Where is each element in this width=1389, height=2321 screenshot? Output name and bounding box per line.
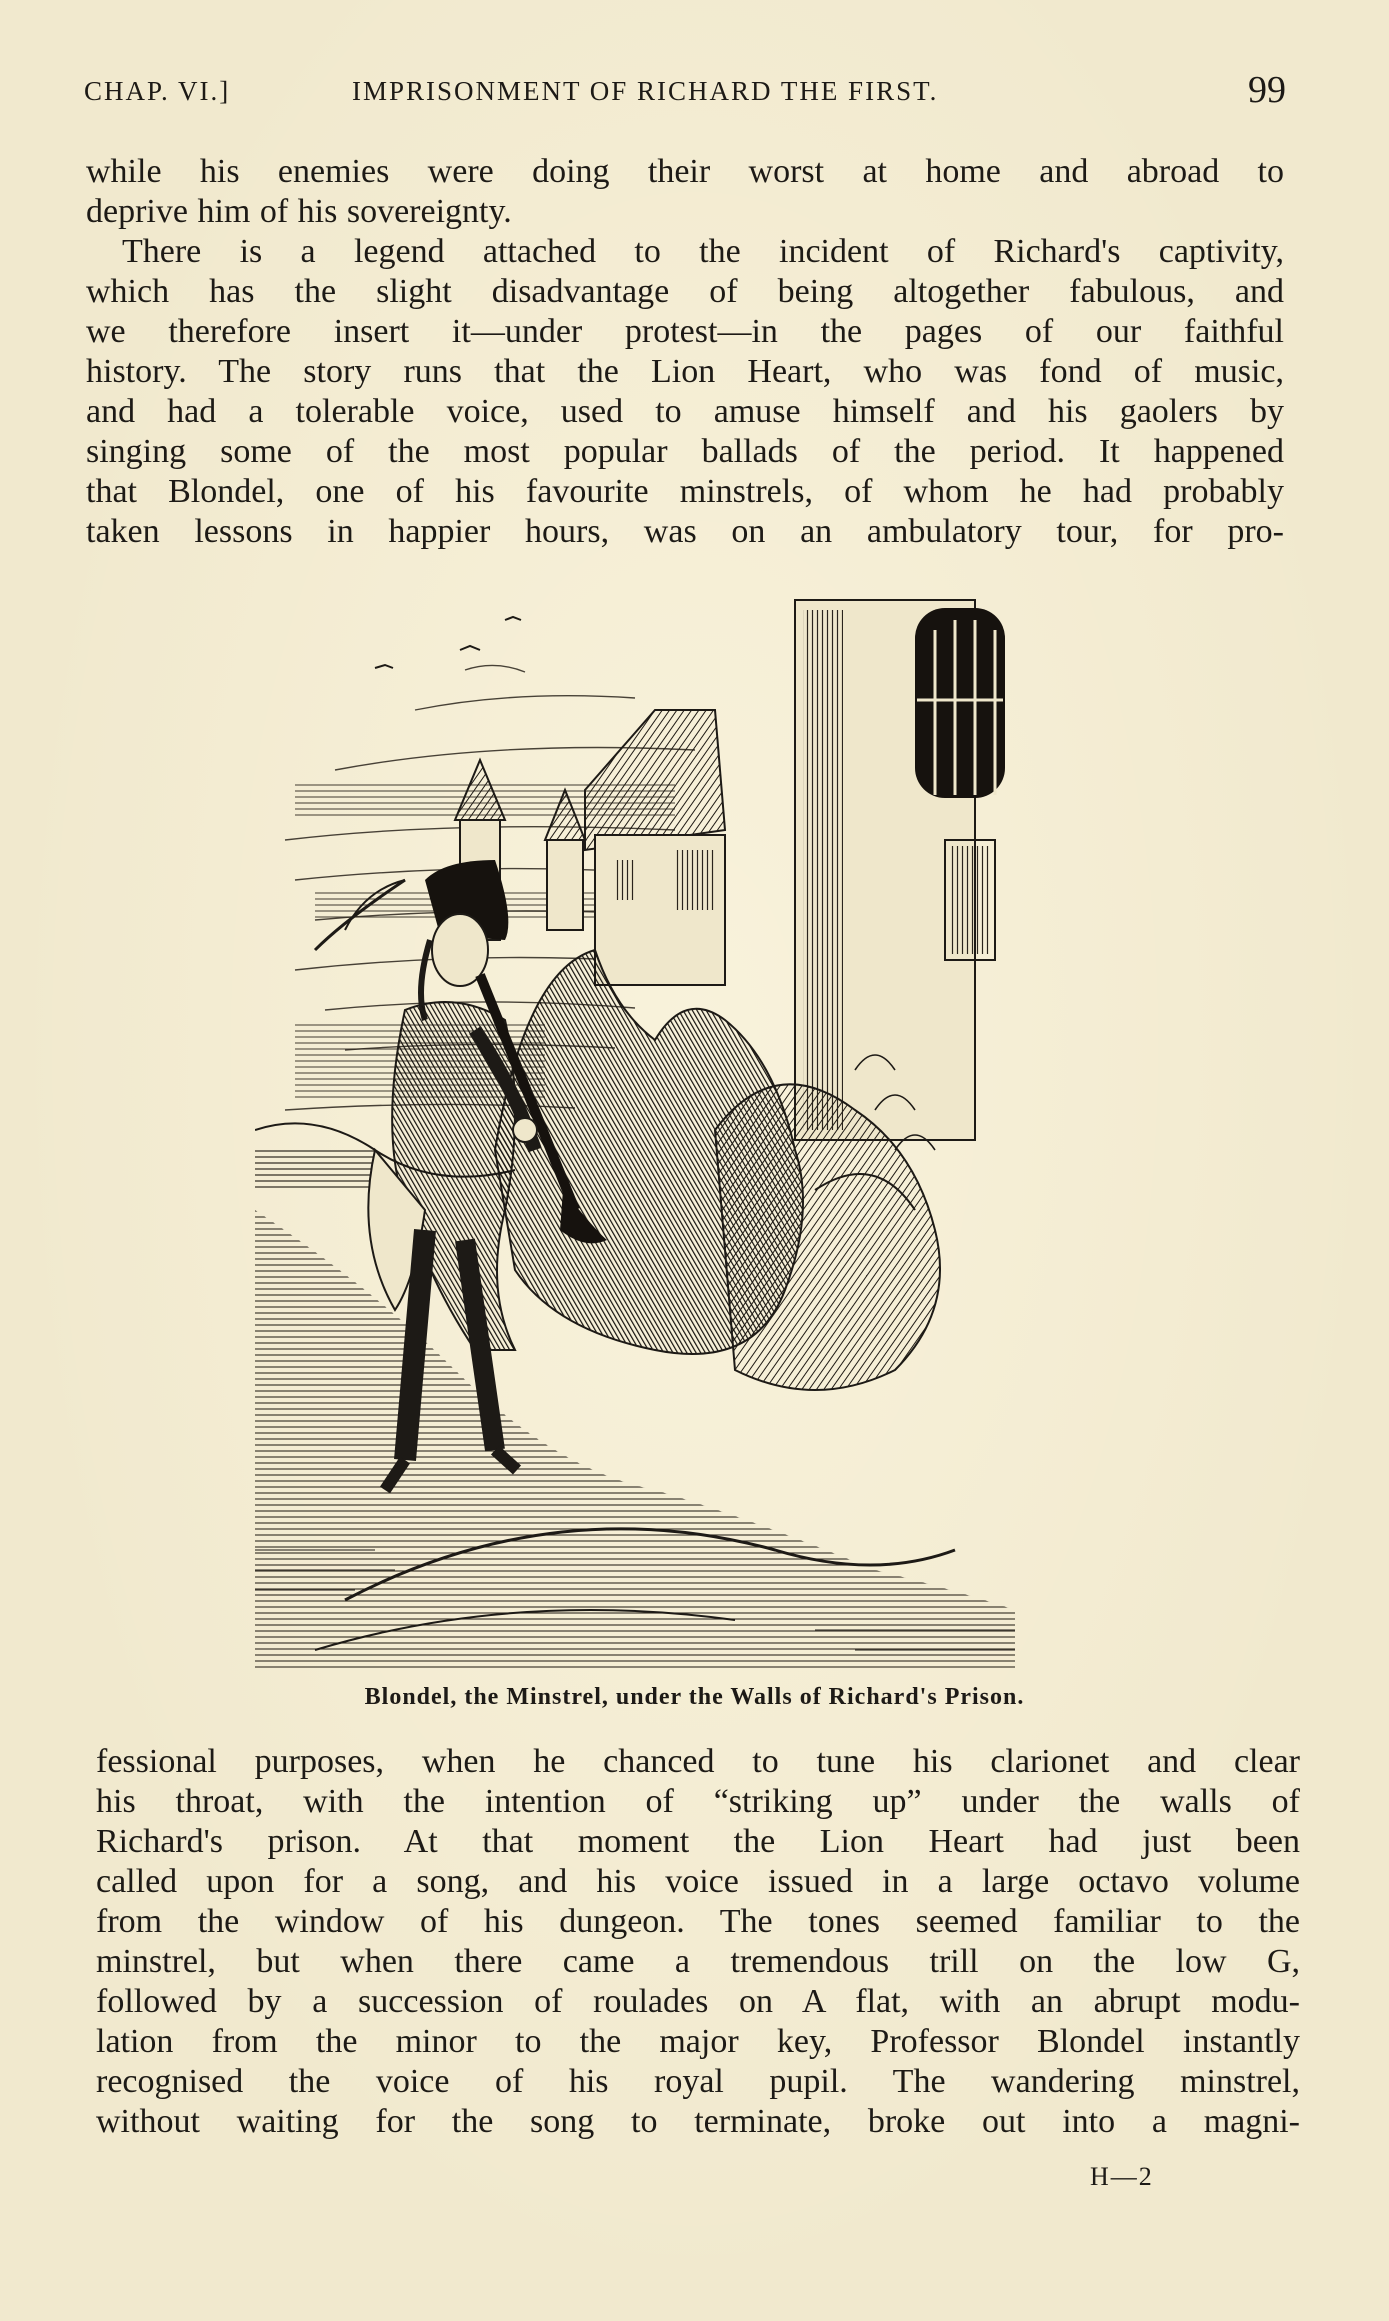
signature-mark: H—2 — [1090, 2162, 1154, 2191]
text-line: which has the slight disadvantage of being altogether fabulous, and — [86, 273, 1284, 310]
running-head — [84, 68, 1284, 118]
text-line: recognised the voice of his royal pupil. The wandering minstrel, — [96, 2063, 1300, 2100]
text-line: deprive him of his sovereignty. — [86, 193, 512, 230]
text-line: fessional purposes, when he chanced to tune his clarionet and clear — [96, 1743, 1300, 1780]
engraving-illustration — [255, 590, 1145, 1670]
text-line: and had a tolerable voice, used to amuse himself and his gaolers by — [86, 393, 1284, 430]
minstrel-engraving — [255, 590, 1145, 1670]
text-line: Richard's prison. At that moment the Lion Heart had just been — [96, 1823, 1300, 1860]
text-line: There is a legend attached to the incident of Richard's captivity, — [122, 233, 1284, 270]
chapter-title: IMPRISONMENT OF RICHARD THE FIRST. — [352, 76, 939, 106]
text-line: minstrel, but when there came a tremendous trill on the low G, — [96, 1943, 1300, 1980]
body-text-top — [86, 152, 1284, 552]
text-line: without waiting for the song to terminate, broke out into a magni- — [96, 2103, 1300, 2140]
text-line: lation from the minor to the major key, Professor Blondel instantly — [96, 2023, 1300, 2060]
text-line: taken lessons in happier hours, was on an ambulatory tour, for pro- — [86, 513, 1284, 550]
text-line: from the window of his dungeon. The tones seemed familiar to the — [96, 1903, 1300, 1940]
text-line: followed by a succession of roulades on A flat, with an abrupt modu- — [96, 1983, 1300, 2020]
body-text-bottom — [96, 1742, 1300, 2142]
text-line: while his enemies were doing their worst at home and abroad to — [86, 153, 1284, 190]
figure-caption: Blondel, the Minstrel, under the Walls of Richard's Prison. — [364, 1684, 1025, 1710]
text-line: his throat, with the intention of “striking up” under the walls of — [96, 1783, 1300, 1820]
chapter-label: CHAP. VI.] — [84, 76, 231, 106]
text-line: history. The story runs that the Lion Heart, who was fond of music, — [86, 353, 1284, 390]
page-number: 99 — [1248, 69, 1286, 111]
text-line: we therefore insert it—under protest—in the pages of our faithful — [86, 313, 1284, 350]
text-line: singing some of the most popular ballads of the period. It happened — [86, 433, 1284, 470]
text-line: that Blondel, one of his favourite minstrels, of whom he had probably — [86, 473, 1284, 510]
text-line: called upon for a song, and his voice issued in a large octavo volume — [96, 1863, 1300, 1900]
